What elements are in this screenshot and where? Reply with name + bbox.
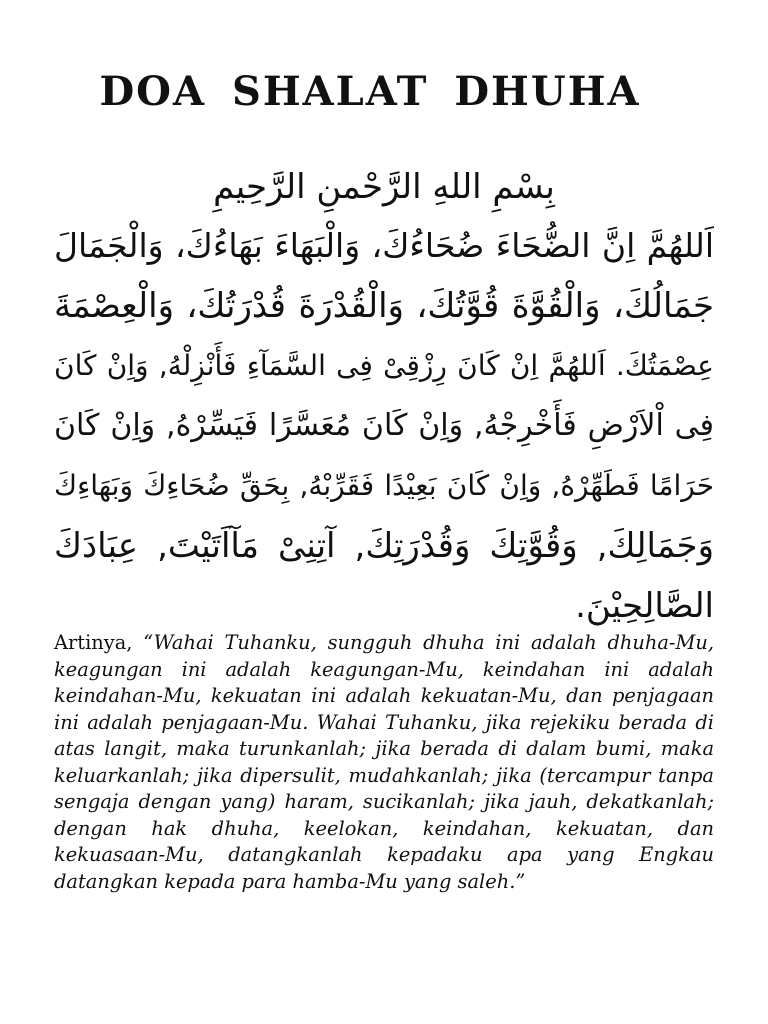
arabic-line-4: فِى اْلاَرْضِ فَأَخْرِجْهُ, وَاِنْ كَانَ مُعَسَّرًا فَيَسِّرْهُ, وَاِنْ كَانَ <box>54 408 714 443</box>
arabic-line-5: حَرَامًا فَطَهِّرْهُ, وَاِنْ كَانَ بَعِيْدًا فَقَرِّبْهُ, بِحَقِّ ضُحَاءِكَ وَبَهَاءِكَ <box>54 469 714 502</box>
arabic-line-1: اَللهُمَّ اِنَّ الضُّحَاءَ ضُحَاءُكَ، وَالْبَهَاءَ بَهَاءُكَ، وَالْجَمَالَ <box>54 226 714 265</box>
translation-paragraph <box>54 630 714 895</box>
arabic-line-2: جَمَالُكَ، وَالْقُوَّةَ قُوَّتُكَ، وَالْقُدْرَةَ قُدْرَتُكَ، وَالْعِصْمَةَ <box>54 286 714 326</box>
translation-quote: “Wahai Tuhanku, sungguh dhuha ini adalah dhuha-Mu, keagungan ini adalah keagungan-Mu, keindahan ini adalah keindahan-Mu, kekuatan ini adalah kekuatan-Mu, dan penjagaan ini adalah penjagaan-Mu. Wahai Tuhanku, jika rejekiku berada di atas langit, maka turunkanlah; jika berada di dalam bumi, maka keluarkanlah; jika dipersulit, mudahkanlah; jika (tercampur tanpa sengaja dengan yang) haram, sucikanlah; jika jauh, dekatkanlah; dengan hak dhuha, keelokan, keindahan, kekuatan, dan kekuasaan-Mu, datangkanlah kepadaku apa yang Engkau datangkan kepada para hamba-Mu yang saleh.” <box>54 631 714 893</box>
translation-lead: Artinya, <box>54 631 144 654</box>
arabic-line-6: وَجَمَالِكَ, وَقُوَّتِكَ وَقُدْرَتِكَ, آتِنِىْ مَآاَتَيْتَ, عِبَادَكَ <box>54 526 714 566</box>
basmalah: بِسْمِ اللهِ الرَّحْمنِ الرَّحِيمِ <box>213 167 555 207</box>
arabic-line-3: عِصْمَتُكَ. اَللهُمَّ اِنْ كَانَ رِزْقِىْ فِى السَّمَآءِ فَأَنْزِلْهُ, وَاِنْ كَانَ <box>54 349 714 382</box>
document-title: DOA SHALAT DHUHA <box>99 68 641 115</box>
arabic-prayer-text <box>54 158 714 636</box>
arabic-line-7: الصَّالِحِيْنَ. <box>575 586 714 626</box>
